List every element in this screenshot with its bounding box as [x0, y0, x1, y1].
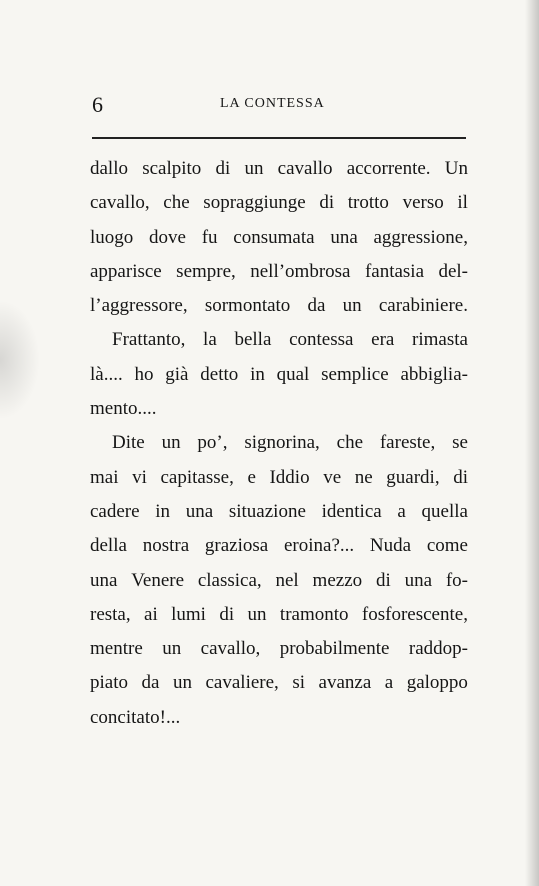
text-line: mentre un cavallo, probabilmente raddop-: [90, 638, 468, 660]
text-line: Frattanto, la bella contessa era rimasta: [112, 329, 468, 351]
running-title: LA CONTESSA: [220, 96, 325, 111]
text-line: mento....: [90, 398, 157, 420]
text-line: dallo scalpito di un cavallo accorrente. Un: [90, 158, 468, 179]
text-line: piato da un cavaliere, si avanza a galoppo: [90, 672, 468, 694]
text-line: cavallo, che sopraggiunge di trotto verso il: [90, 192, 468, 214]
text-line: l’aggressore, sormontato da un carabiniere.: [90, 295, 468, 317]
text-line: Dite un po’, signorina, che fareste, se: [112, 432, 468, 454]
text-line: là.... ho già detto in qual semplice abbiglia-: [90, 363, 468, 385]
text-line: mai vi capitasse, e Iddio ve ne guardi, di: [90, 466, 468, 488]
text-line: della nostra graziosa eroina?... Nuda come: [90, 535, 468, 557]
text-line: concitato!...: [90, 706, 181, 728]
page-header: [92, 90, 466, 120]
page-edge-shadow: [525, 0, 539, 886]
page-smudge: [0, 300, 40, 420]
header-rule: [92, 137, 466, 139]
body-text: [90, 152, 468, 735]
text-line: cadere in una situazione identica a quella: [90, 500, 468, 522]
text-line: apparisce sempre, nell’ombrosa fantasia del-: [90, 260, 468, 282]
text-line: una Venere classica, nel mezzo di una fo-: [90, 569, 468, 591]
page-number: 6: [92, 92, 103, 117]
text-line: resta, ai lumi di un tramonto fosforescente,: [90, 603, 468, 625]
text-line: luogo dove fu consumata una aggressione,: [90, 226, 468, 248]
